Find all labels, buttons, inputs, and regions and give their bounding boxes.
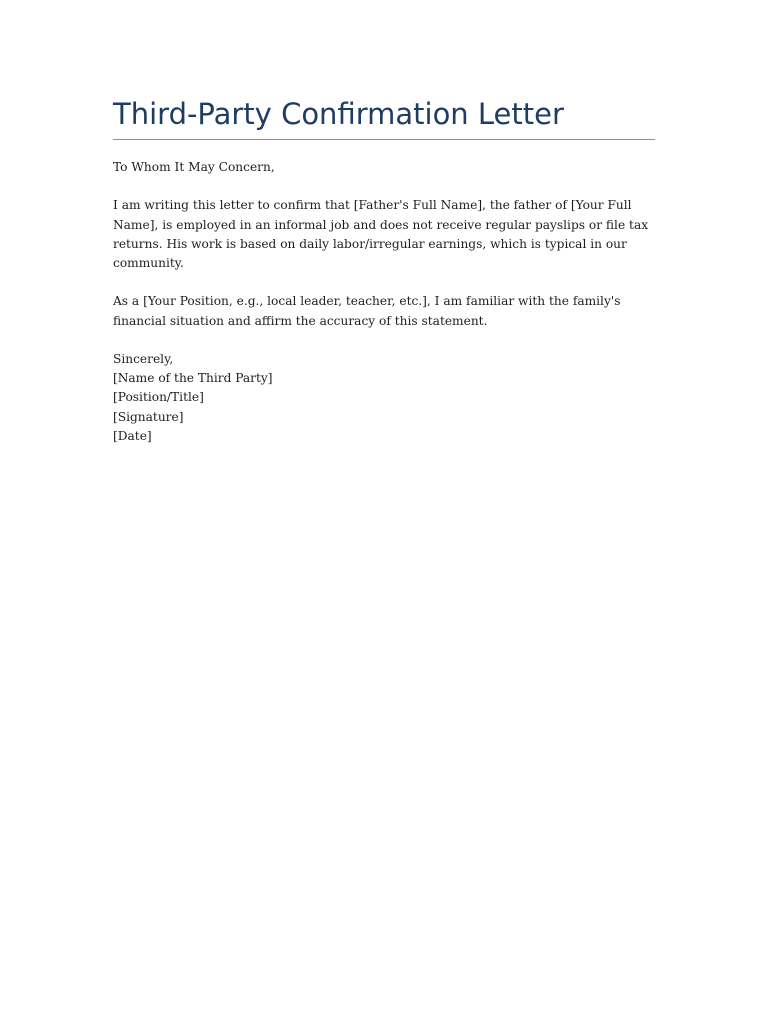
signature-name: [Name of the Third Party]: [113, 371, 273, 386]
signature-position: [Position/Title]: [113, 390, 204, 405]
paragraph-affirmation: As a [Your Position, e.g., local leader, teacher, etc.], I am familiar with the family's financial situation and affirm the accuracy of this statement.: [113, 294, 621, 328]
letter-body: [113, 158, 655, 446]
closing-block: [113, 350, 655, 446]
title-underline-rule: [113, 139, 655, 140]
signature-date: [Date]: [113, 428, 152, 443]
paragraph-confirmation: I am writing this letter to confirm that [Father's Full Name], the father of [Your Full Name], is employed in an informal job and does not receive regular payslips or file tax returns. His work is based on daily labor/irregular earnings, which is typical in our community.: [113, 198, 649, 270]
salutation: To Whom It May Concern,: [113, 160, 275, 174]
signature-line: [Signature]: [113, 409, 184, 424]
document-title: Third-Party Confirmation Letter: [113, 97, 564, 131]
closing-line: Sincerely,: [113, 351, 174, 366]
